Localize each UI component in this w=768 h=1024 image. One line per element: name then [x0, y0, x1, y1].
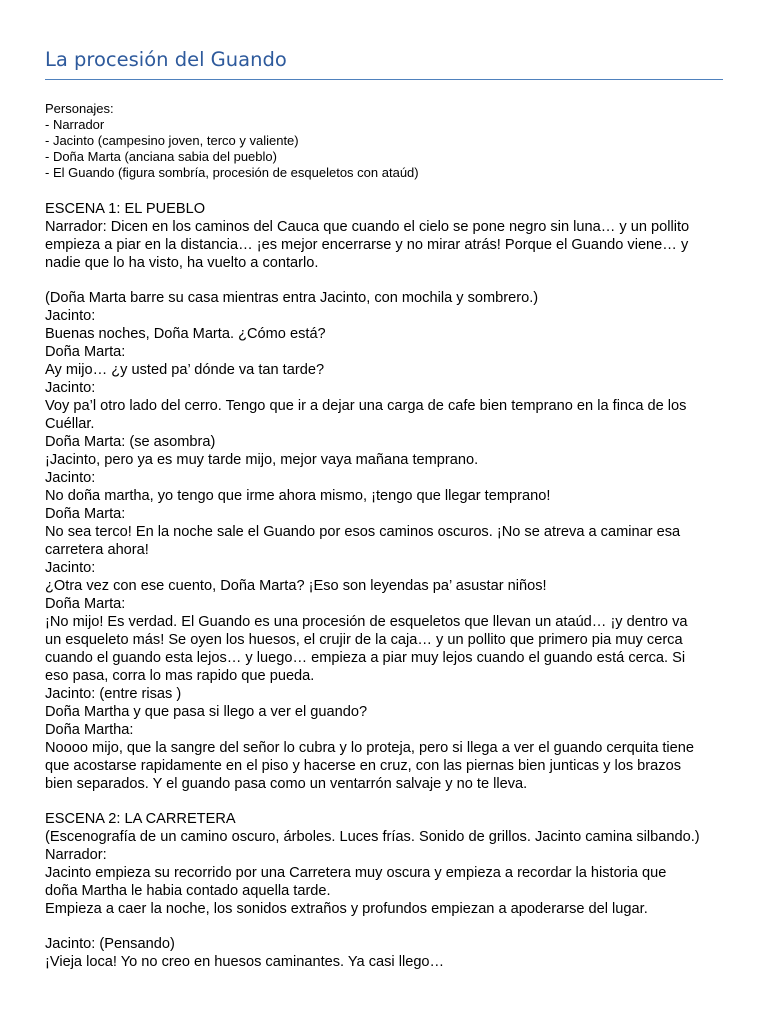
dialogue-line: eso pasa, corra lo mas rapido que pueda. [45, 668, 315, 684]
character-item: - Jacinto (campesino joven, terco y valiente) [45, 133, 299, 148]
dialogue-line: cuando el guando esta lejos… y luego… empieza a piar muy lejos cuando el guando está cerca. Si [45, 650, 686, 666]
character-item: - El Guando (figura sombría, procesión de esqueletos con ataúd) [45, 165, 419, 180]
dialogue-line: Cuéllar. [45, 416, 95, 432]
dialogue-line: carretera ahora! [45, 542, 149, 558]
dialogue-line: Noooo mijo, que la sangre del señor lo cubra y lo proteja, pero si llega a ver el guando cerquita tiene [45, 740, 695, 756]
speaker-label: Doña Martha: [45, 722, 134, 738]
paragraph-gap [45, 793, 735, 810]
script-body [45, 200, 735, 971]
dialogue-line: No doña martha, yo tengo que irme ahora mismo, ¡tengo que llegar temprano! [45, 488, 551, 504]
dialogue-line: que acostarse rapidamente en el piso y hacerse en cruz, con las piernas bien junticas y los brazos [45, 758, 681, 774]
speaker-label: Jacinto: [45, 470, 96, 486]
dialogue-line: ¿Otra vez con ese cuento, Doña Marta? ¡Eso son leyendas pa’ asustar niños! [45, 578, 547, 594]
character-list [45, 101, 419, 181]
speaker-label: Doña Marta: (se asombra) [45, 434, 216, 450]
scene-2-heading: ESCENA 2: LA CARRETERA [45, 811, 236, 827]
speaker-label: Doña Marta: [45, 596, 126, 612]
narrator-line: empieza a piar en la distancia… ¡es mejor encerrarse y no mirar atrás! Porque el Guando viene… y [45, 237, 689, 253]
speaker-label: Jacinto: [45, 308, 96, 324]
character-item: - Doña Marta (anciana sabia del pueblo) [45, 149, 277, 164]
dialogue-line: No sea terco! En la noche sale el Guando por esos caminos oscuros. ¡No se atreva a caminar esa [45, 524, 681, 540]
speaker-label: Jacinto: [45, 380, 96, 396]
speaker-label: Doña Marta: [45, 506, 126, 522]
dialogue-line: ¡No mijo! Es verdad. El Guando es una procesión de esqueletos que llevan un ataúd… ¡y dentro va [45, 614, 688, 630]
character-list-heading: Personajes: [45, 101, 114, 116]
speaker-label: Jacinto: (entre risas ) [45, 686, 182, 702]
dialogue-line: Doña Martha y que pasa si llego a ver el guando? [45, 704, 368, 720]
paragraph-gap [45, 918, 735, 935]
narration-line: doña Martha le habia contado aquella tarde. [45, 883, 331, 899]
speaker-label: Narrador: [45, 847, 107, 863]
paragraph-gap [45, 272, 735, 289]
document-title: La procesión del Guando [45, 48, 287, 71]
speaker-label: Doña Marta: [45, 344, 126, 360]
narrator-line: nadie que lo ha visto, ha vuelto a contarlo. [45, 255, 319, 271]
dialogue-line: ¡Vieja loca! Yo no creo en huesos caminantes. Ya casi llego… [45, 954, 445, 970]
stage-direction: (Doña Marta barre su casa mientras entra Jacinto, con mochila y sombrero.) [45, 290, 539, 306]
dialogue-line: bien separados. Y el guando pasa como un ventarrón salvaje y no te lleva. [45, 776, 528, 792]
scene-1-heading: ESCENA 1: EL PUEBLO [45, 201, 206, 217]
dialogue-line: Ay mijo… ¿y usted pa’ dónde va tan tarde? [45, 362, 325, 378]
narration-line: Jacinto empieza su recorrido por una Carretera muy oscura y empieza a recordar la historia que [45, 865, 667, 881]
speaker-label: Jacinto: [45, 560, 96, 576]
dialogue-line: ¡Jacinto, pero ya es muy tarde mijo, mejor vaya mañana temprano. [45, 452, 479, 468]
narrator-line: Narrador: Dicen en los caminos del Cauca que cuando el cielo se pone negro sin luna… y un pollito [45, 219, 690, 235]
dialogue-line: un esqueleto más! Se oyen los huesos, el crujir de la caja… y un pollito que primero pia muy cerca [45, 632, 683, 648]
dialogue-line: Buenas noches, Doña Marta. ¿Cómo está? [45, 326, 326, 342]
narration-line: Empieza a caer la noche, los sonidos extraños y profundos empiezan a apoderarse del lugar. [45, 901, 648, 917]
speaker-label: Jacinto: (Pensando) [45, 936, 175, 952]
title-underline [45, 79, 723, 80]
character-item: - Narrador [45, 117, 105, 132]
dialogue-line: Voy pa’l otro lado del cerro. Tengo que ir a dejar una carga de cafe bien temprano en la finca de los [45, 398, 687, 414]
stage-direction: (Escenografía de un camino oscuro, árboles. Luces frías. Sonido de grillos. Jacinto camina silbando.) [45, 829, 700, 845]
